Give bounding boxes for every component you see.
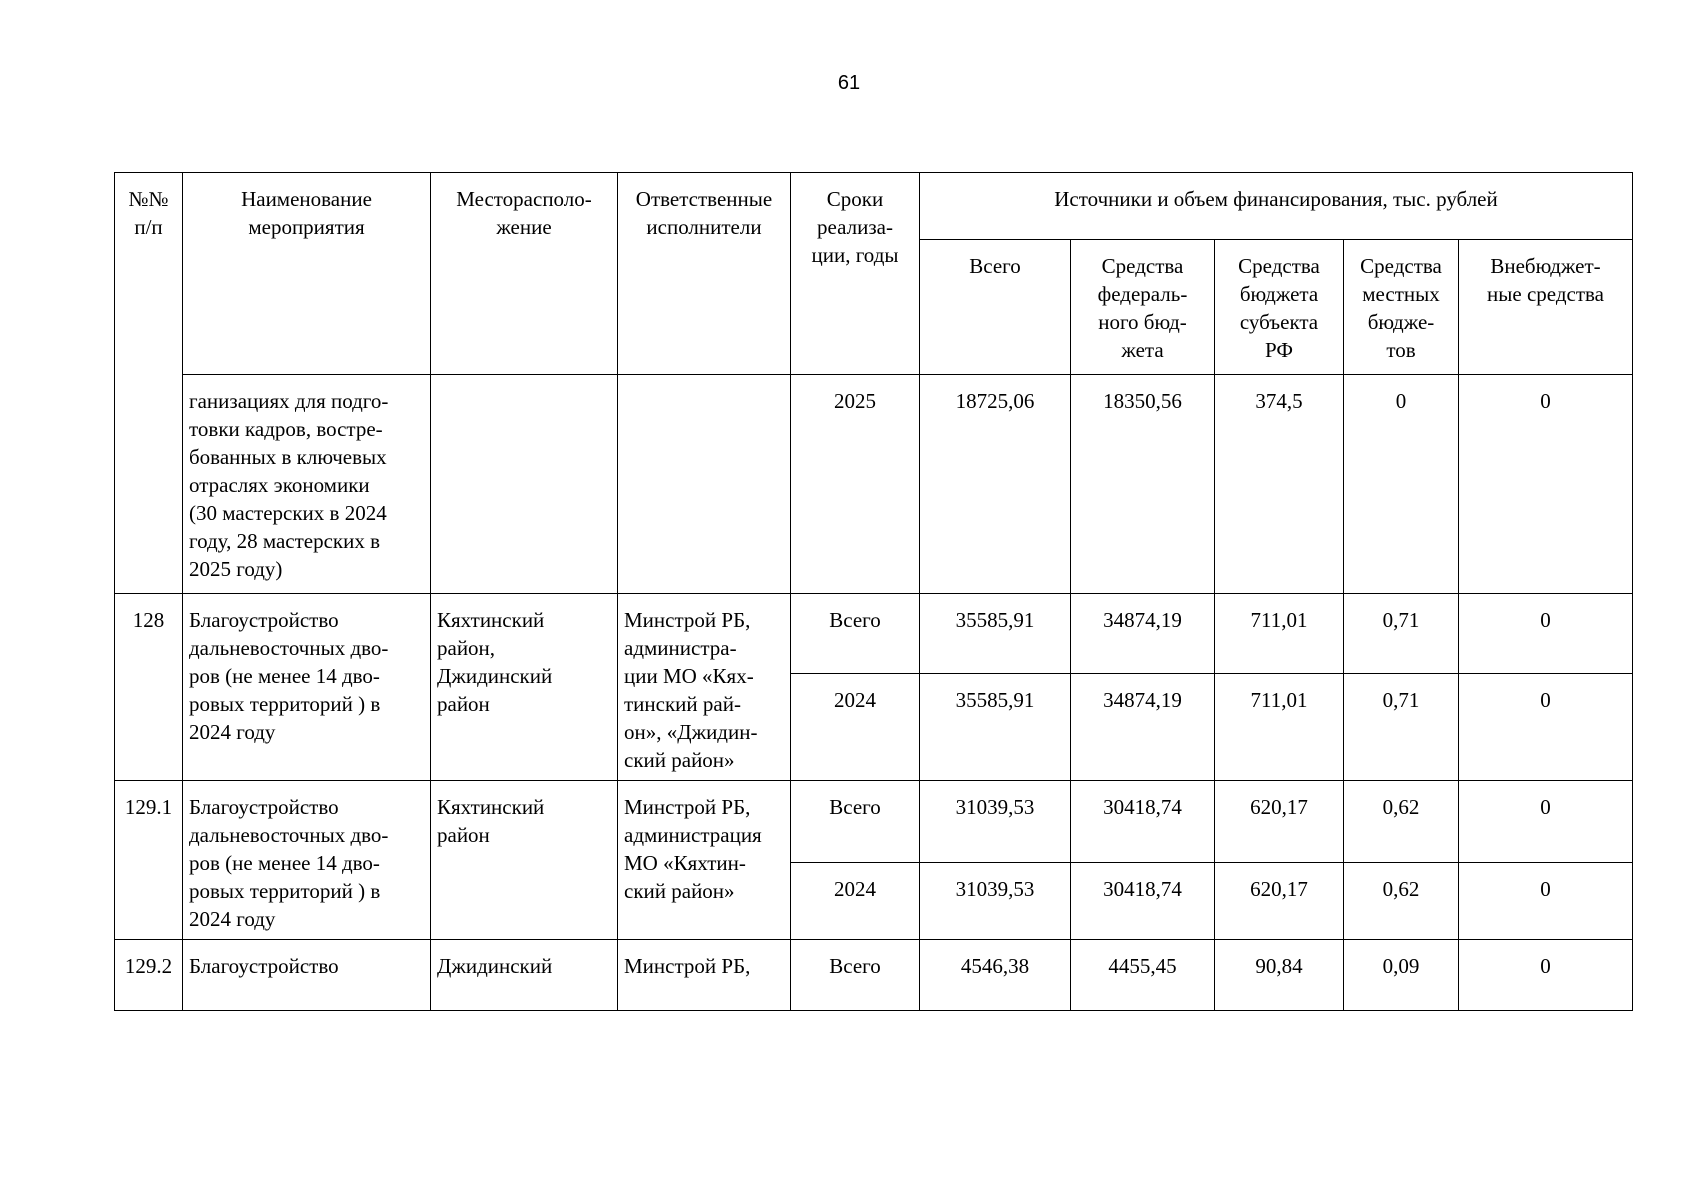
cell-year: Всего bbox=[791, 940, 920, 1011]
cell-extrabudget: 0 bbox=[1459, 781, 1633, 863]
cell-total: 35585,91 bbox=[920, 673, 1071, 780]
cell-local: 0,71 bbox=[1344, 594, 1459, 674]
cell-extrabudget: 0 bbox=[1459, 673, 1633, 780]
cell-extrabudget: 0 bbox=[1459, 940, 1633, 1011]
cell-extrabudget: 0 bbox=[1459, 594, 1633, 674]
table-row-continued bbox=[115, 375, 1633, 594]
cell-responsible: Минстрой РБ, администра- ции МО «Кях- тинский рай- он», «Джидин- ский район» bbox=[618, 594, 791, 781]
cell-name: Благоустройство дальневосточных дво- ров (не менее 14 дво- ровых территорий ) в 2024 году bbox=[183, 594, 431, 781]
cell-year: 2025 bbox=[791, 375, 920, 594]
cell-year: Всего bbox=[791, 594, 920, 674]
header-location: Месторасполо- жение bbox=[431, 173, 618, 375]
table-row-129-2 bbox=[115, 940, 1633, 1011]
cell-year: 2024 bbox=[791, 863, 920, 940]
cell-local: 0,62 bbox=[1344, 863, 1459, 940]
table-row-128 bbox=[115, 594, 1633, 674]
page-number: 61 bbox=[837, 72, 861, 94]
cell-local: 0,71 bbox=[1344, 673, 1459, 780]
cell-responsible: Минстрой РБ, bbox=[618, 940, 791, 1011]
cell-regional: 711,01 bbox=[1215, 673, 1344, 780]
cell-local: 0 bbox=[1344, 375, 1459, 594]
cell-location: Кяхтинский район, Джидинский район bbox=[431, 594, 618, 781]
cell-responsible bbox=[618, 375, 791, 594]
cell-year: 2024 bbox=[791, 673, 920, 780]
header-name: Наименование мероприятия bbox=[183, 173, 431, 375]
cell-federal: 30418,74 bbox=[1071, 781, 1215, 863]
cell-regional: 711,01 bbox=[1215, 594, 1344, 674]
header-regional: Средства бюджета субъекта РФ bbox=[1215, 240, 1344, 375]
cell-total: 35585,91 bbox=[920, 594, 1071, 674]
cell-federal: 34874,19 bbox=[1071, 673, 1215, 780]
header-local: Средства местных бюдже- тов bbox=[1344, 240, 1459, 375]
table-row-129-1 bbox=[115, 781, 1633, 863]
header-extrabudget: Внебюджет- ные средства bbox=[1459, 240, 1633, 375]
cell-federal: 34874,19 bbox=[1071, 594, 1215, 674]
cell-extrabudget: 0 bbox=[1459, 863, 1633, 940]
cell-federal: 30418,74 bbox=[1071, 863, 1215, 940]
cell-num: 129.1 bbox=[115, 781, 183, 940]
cell-regional: 90,84 bbox=[1215, 940, 1344, 1011]
cell-federal: 4455,45 bbox=[1071, 940, 1215, 1011]
cell-year: Всего bbox=[791, 781, 920, 863]
header-row bbox=[115, 173, 1633, 240]
cell-total: 4546,38 bbox=[920, 940, 1071, 1011]
header-num: №№ п/п bbox=[115, 173, 183, 594]
cell-location: Кяхтинский район bbox=[431, 781, 618, 940]
cell-regional: 374,5 bbox=[1215, 375, 1344, 594]
cell-regional: 620,17 bbox=[1215, 863, 1344, 940]
cell-total: 31039,53 bbox=[920, 863, 1071, 940]
cell-responsible: Минстрой РБ, администрация МО «Кяхтин- ский район» bbox=[618, 781, 791, 940]
cell-location bbox=[431, 375, 618, 594]
cell-name: ганизациях для подго- товки кадров, востре- бованных в ключевых отраслях экономики (30 мастерских в 2024 году, 28 мастерских в 2025 году) bbox=[183, 375, 431, 594]
cell-extrabudget: 0 bbox=[1459, 375, 1633, 594]
financing-table bbox=[114, 172, 1633, 1011]
cell-name: Благоустройство bbox=[183, 940, 431, 1011]
cell-regional: 620,17 bbox=[1215, 781, 1344, 863]
cell-total: 31039,53 bbox=[920, 781, 1071, 863]
header-responsible: Ответственные исполнители bbox=[618, 173, 791, 375]
cell-local: 0,09 bbox=[1344, 940, 1459, 1011]
header-funding-title: Источники и объем финансирования, тыс. рублей bbox=[920, 173, 1633, 240]
cell-total: 18725,06 bbox=[920, 375, 1071, 594]
cell-name: Благоустройство дальневосточных дво- ров (не менее 14 дво- ровых территорий ) в 2024 году bbox=[183, 781, 431, 940]
cell-federal: 18350,56 bbox=[1071, 375, 1215, 594]
header-total: Всего bbox=[920, 240, 1071, 375]
cell-local: 0,62 bbox=[1344, 781, 1459, 863]
cell-num: 129.2 bbox=[115, 940, 183, 1011]
header-federal: Средства федераль- ного бюд- жета bbox=[1071, 240, 1215, 375]
cell-num: 128 bbox=[115, 594, 183, 781]
cell-location: Джидинский bbox=[431, 940, 618, 1011]
header-terms: Сроки реализа- ции, годы bbox=[791, 173, 920, 375]
